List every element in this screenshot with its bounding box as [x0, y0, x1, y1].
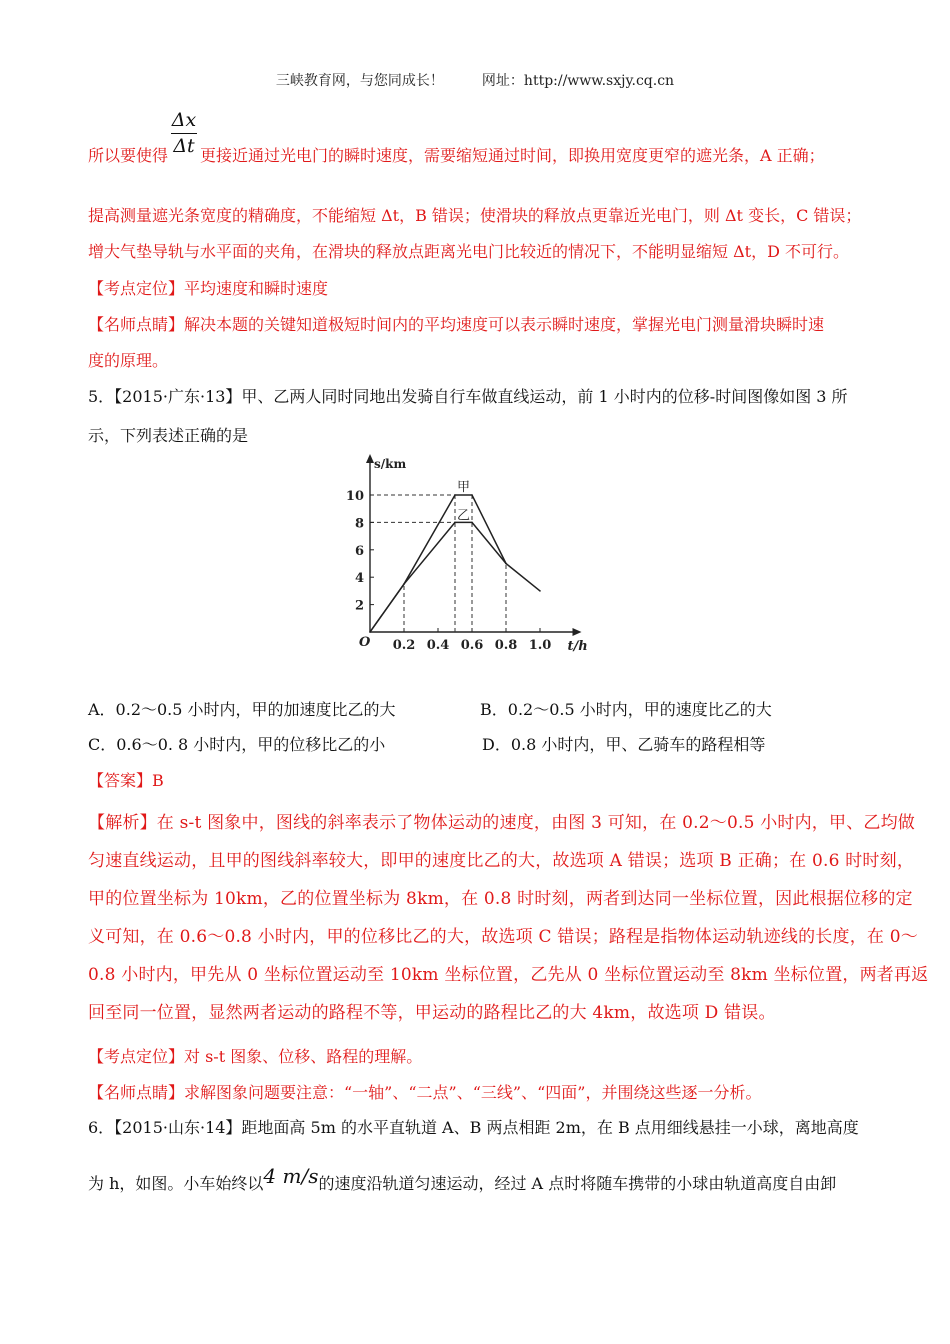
q5-stem-line-1: 5．【2015·广东·13】甲、乙两人同时同地出发骑自行车做直线运动，前 1 小时内的位移-时间图像如图 3 所 — [88, 387, 848, 406]
page-header — [0, 70, 950, 90]
series-label-1: 乙 — [456, 508, 471, 524]
st-graph — [340, 450, 600, 660]
q5-dianjing: 【名师点睛】求解图象问题要注意：“一轴”、“二点”、“三线”、“四面”，并围绕这些逐一分析。 — [88, 1083, 762, 1102]
origin-label: O — [359, 635, 371, 650]
y-tick-label-2: 6 — [354, 543, 364, 559]
series-line-1 — [370, 522, 506, 632]
series-1-point-1 — [403, 583, 405, 585]
prev-dianjing-line-2: 度的原理。 — [88, 351, 169, 370]
q5-analysis-line-6: 回至同一位置，显然两者运动的路程不等，甲运动的路程比乙的大 4km，故选项 D 错误。 — [88, 1003, 776, 1023]
y-tick-label-0: 2 — [354, 598, 364, 614]
x-tick-label-1: 0.4 — [426, 638, 450, 653]
prev-solution-line-3: 增大气垫导轨与水平面的夹角，在滑块的释放点距离光电门比较近的情况下，不能明显缩短 Δt，D 不可行。 — [88, 242, 849, 261]
series-0-point-3 — [471, 494, 473, 496]
q5-option-d: D．0.8 小时内，甲、乙骑车的路程相等 — [482, 735, 766, 754]
series-0-point-5 — [539, 590, 541, 592]
series-1-point-3 — [471, 522, 473, 524]
x-tick-label-2: 0.6 — [460, 638, 484, 653]
fraction-numerator: Δx — [171, 109, 197, 131]
prev-dianjing-line-1: 【名师点睛】解决本题的关键知道极短时间内的平均速度可以表示瞬时速度，掌握光电门测量滑块瞬时速 — [88, 315, 825, 334]
x-tick-label-0: 0.2 — [392, 638, 416, 653]
prev-solution-line-2: 提高测量遮光条宽度的精确度，不能缩短 Δt，B 错误；使滑块的释放点更靠近光电门，则 Δt 变长，C 错误； — [88, 206, 862, 225]
q6-speed: 4 m/s — [263, 1164, 319, 1188]
q5-analysis-line-1: 【解析】在 s-t 图象中，图线的斜率表示了物体运动的速度，由图 3 可知，在 0.2～0.5 小时内，甲、乙均做 — [88, 813, 916, 833]
x-axis-label: t/h — [567, 639, 588, 654]
q5-option-b: B．0.2～0.5 小时内，甲的速度比乙的大 — [480, 700, 772, 719]
q6-stem-line-2: 为 h，如图。小车始终以4 m/s的速度沿轨道匀速运动，经过 A 点时将随车携带的小球由轨道高度自由卸 — [88, 1164, 837, 1193]
header-slogan: 三峡教育网，与您同成长！ — [275, 73, 444, 89]
prev-solution-line-1: 所以要使得 更接近通过光电门的瞬时速度，需要缩短通过时间，即换用宽度更窄的遮光条，A 正确； — [88, 146, 825, 165]
series-0-point-2 — [454, 494, 456, 496]
fraction-denominator: Δt — [173, 135, 195, 157]
x-axis-arrow — [573, 628, 582, 636]
q5-kaodian: 【考点定位】对 s-t 图象、位移、路程的理解。 — [88, 1047, 423, 1066]
y-tick-label-1: 4 — [354, 571, 364, 587]
q5-analysis-line-4: 义可知，在 0.6～0.8 小时内，甲的位移比乙的大，故选项 C 错误；路程是指物体运动轨迹线的长度，在 0～ — [88, 927, 918, 947]
q5-analysis-line-5: 0.8 小时内，甲先从 0 坐标位置运动至 10km 坐标位置，乙先从 0 坐标位置运动至 8km 坐标位置，两者再返 — [88, 965, 929, 985]
fraction-bar — [171, 133, 197, 134]
x-tick-label-4: 1.0 — [528, 638, 552, 653]
series-line-0 — [370, 495, 540, 632]
series-1-point-4 — [505, 563, 507, 565]
y-tick-label-3: 8 — [354, 516, 364, 532]
q5-answer: 【答案】B — [88, 771, 164, 790]
q5-analysis-line-3: 甲的位置坐标为 10km，乙的位置坐标为 8km，在 0.8 时时刻，两者到达同一坐标位置，因此根据位移的定 — [88, 889, 913, 909]
series-1-point-0 — [369, 631, 371, 633]
q5-stem-line-2: 示，下列表述正确的是 — [88, 426, 249, 445]
x-tick-label-3: 0.8 — [494, 638, 518, 653]
y-axis-label: s/km — [374, 457, 407, 471]
series-label-0: 甲 — [456, 480, 471, 495]
q5-option-c: C．0.6～0. 8 小时内，甲的位移比乙的小 — [88, 735, 386, 754]
y-axis-arrow — [366, 454, 374, 463]
q6-stem-line-1: 6．【2015·山东·14】距地面高 5m 的水平直轨道 A、B 两点相距 2m，在 B 点用细线悬挂一小球，离地高度 — [88, 1118, 859, 1137]
q5-analysis-line-2: 匀速直线运动，且甲的图线斜率较大，即甲的速度比乙的大，故选项 A 错误；选项 B 正确；在 0.6 时时刻， — [88, 851, 915, 871]
q5-option-a: A．0.2～0.5 小时内，甲的加速度比乙的大 — [88, 700, 396, 719]
series-1-point-2 — [454, 522, 456, 524]
header-url: 网址：http://www.sxjy.cq.cn — [481, 73, 675, 89]
y-tick-label-4: 10 — [345, 489, 364, 504]
prev-kaodian: 【考点定位】平均速度和瞬时速度 — [88, 279, 329, 298]
